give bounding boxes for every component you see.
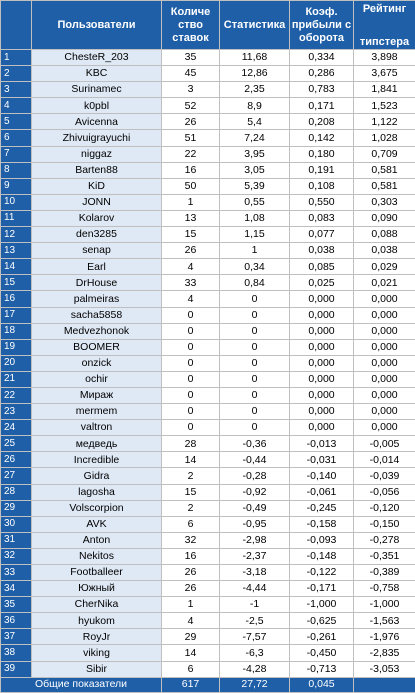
table-row[interactable] — [1, 82, 415, 98]
rating-cell: -0,005 — [354, 436, 415, 452]
bets-cell: 0 — [162, 323, 220, 339]
rating-cell: -0,056 — [354, 484, 415, 500]
profit-coef-cell: -0,245 — [290, 500, 354, 516]
profit-coef-cell: 0,191 — [290, 162, 354, 178]
table-row[interactable] — [1, 227, 415, 243]
profit-coef-cell: 0,000 — [290, 355, 354, 371]
row-number: 37 — [1, 629, 32, 645]
row-number: 4 — [1, 98, 32, 114]
statistics-cell: -1 — [220, 597, 290, 613]
username-cell: AVK — [32, 516, 162, 532]
row-number: 35 — [1, 597, 32, 613]
table-row[interactable] — [1, 243, 415, 259]
statistics-cell: 0 — [220, 291, 290, 307]
username-cell: viking — [32, 645, 162, 661]
username-cell: senap — [32, 243, 162, 259]
bets-cell: 26 — [162, 243, 220, 259]
row-number: 23 — [1, 404, 32, 420]
table-row[interactable] — [1, 66, 415, 82]
statistics-cell: 12,86 — [220, 66, 290, 82]
profit-coef-cell: 0,783 — [290, 82, 354, 98]
bets-cell: 15 — [162, 227, 220, 243]
username-cell: ochir — [32, 371, 162, 387]
rating-cell: 0,000 — [354, 339, 415, 355]
statistics-cell: -3,18 — [220, 565, 290, 581]
row-number: 26 — [1, 452, 32, 468]
table-row[interactable] — [1, 565, 415, 581]
username-cell: lagosha — [32, 484, 162, 500]
bets-cell: 4 — [162, 291, 220, 307]
username-cell: медведь — [32, 436, 162, 452]
table-row[interactable] — [1, 291, 415, 307]
profit-coef-cell: 0,334 — [290, 50, 354, 66]
statistics-cell: -4,28 — [220, 661, 290, 677]
username-cell: BOOMER — [32, 339, 162, 355]
profit-coef-cell: 0,083 — [290, 210, 354, 226]
profit-coef-cell: -0,171 — [290, 581, 354, 597]
bets-cell: 0 — [162, 355, 220, 371]
username-cell: mermem — [32, 404, 162, 420]
table-row[interactable] — [1, 468, 415, 484]
username-cell: Volscorpion — [32, 500, 162, 516]
row-number: 34 — [1, 581, 32, 597]
row-number: 6 — [1, 130, 32, 146]
rating-cell: -0,389 — [354, 565, 415, 581]
rating-cell: -0,758 — [354, 581, 415, 597]
profit-coef-cell: -0,061 — [290, 484, 354, 500]
rating-cell: 1,841 — [354, 82, 415, 98]
username-cell: onzick — [32, 355, 162, 371]
statistics-cell: 3,05 — [220, 162, 290, 178]
row-number: 18 — [1, 323, 32, 339]
bets-cell: 0 — [162, 339, 220, 355]
statistics-cell: 5,4 — [220, 114, 290, 130]
totals-rating — [354, 677, 415, 692]
profit-coef-cell: -0,713 — [290, 661, 354, 677]
header-coef-line1: Коэф. — [305, 6, 337, 18]
statistics-cell: 0 — [220, 323, 290, 339]
username-cell: Zhivuigrayuchi — [32, 130, 162, 146]
profit-coef-cell: 0,171 — [290, 98, 354, 114]
username-cell: niggaz — [32, 146, 162, 162]
rating-cell: 1,523 — [354, 98, 415, 114]
row-number: 13 — [1, 243, 32, 259]
profit-coef-cell: 0,000 — [290, 307, 354, 323]
row-number: 12 — [1, 227, 32, 243]
table-row[interactable] — [1, 355, 415, 371]
table-row[interactable] — [1, 597, 415, 613]
totals-label: Общие показатели — [1, 677, 162, 692]
profit-coef-cell: 0,208 — [290, 114, 354, 130]
bets-cell: 1 — [162, 194, 220, 210]
totals-stat: 27,72 — [220, 677, 290, 692]
bets-cell: 28 — [162, 436, 220, 452]
statistics-cell: 1,15 — [220, 227, 290, 243]
rating-cell: -1,000 — [354, 597, 415, 613]
row-number: 20 — [1, 355, 32, 371]
bets-cell: 1 — [162, 597, 220, 613]
row-number: 2 — [1, 66, 32, 82]
row-number: 7 — [1, 146, 32, 162]
bets-cell: 45 — [162, 66, 220, 82]
profit-coef-cell: 0,286 — [290, 66, 354, 82]
username-cell: sacha5858 — [32, 307, 162, 323]
profit-coef-cell: 0,038 — [290, 243, 354, 259]
username-cell: k0pbl — [32, 98, 162, 114]
rating-cell: 0,021 — [354, 275, 415, 291]
statistics-cell: 0 — [220, 307, 290, 323]
statistics-cell: -0,44 — [220, 452, 290, 468]
statistics-cell: 0 — [220, 404, 290, 420]
statistics-cell: -2,98 — [220, 532, 290, 548]
header-bets-line1: Количе — [171, 6, 210, 18]
header-number — [1, 1, 32, 50]
header-profit-coef[interactable] — [290, 1, 354, 50]
rating-cell: 1,028 — [354, 130, 415, 146]
bets-cell: 2 — [162, 500, 220, 516]
rating-cell: 0,000 — [354, 387, 415, 403]
username-cell: JONN — [32, 194, 162, 210]
profit-coef-cell: -0,031 — [290, 452, 354, 468]
username-cell: KiD — [32, 178, 162, 194]
statistics-cell: 1 — [220, 243, 290, 259]
table-row[interactable] — [1, 532, 415, 548]
username-cell: Nekitos — [32, 548, 162, 564]
row-number: 3 — [1, 82, 32, 98]
statistics-cell: 11,68 — [220, 50, 290, 66]
table-row[interactable] — [1, 323, 415, 339]
table-row[interactable] — [1, 98, 415, 114]
table-row[interactable] — [1, 613, 415, 629]
row-number: 27 — [1, 468, 32, 484]
username-cell: CherNika — [32, 597, 162, 613]
statistics-cell: 0,84 — [220, 275, 290, 291]
table-row[interactable] — [1, 387, 415, 403]
row-number: 24 — [1, 420, 32, 436]
rating-cell: -0,014 — [354, 452, 415, 468]
bets-cell: 4 — [162, 259, 220, 275]
profit-coef-cell: 0,000 — [290, 420, 354, 436]
statistics-cell: 0 — [220, 339, 290, 355]
row-number: 5 — [1, 114, 32, 130]
bets-cell: 50 — [162, 178, 220, 194]
profit-coef-cell: 0,000 — [290, 404, 354, 420]
row-number: 39 — [1, 661, 32, 677]
bets-cell: 0 — [162, 307, 220, 323]
bets-cell: 0 — [162, 404, 220, 420]
profit-coef-cell: -0,625 — [290, 613, 354, 629]
username-cell: Incredible — [32, 452, 162, 468]
rating-cell: 1,122 — [354, 114, 415, 130]
username-cell: DrHouse — [32, 275, 162, 291]
row-number: 29 — [1, 500, 32, 516]
table-row[interactable] — [1, 548, 415, 564]
rating-cell: -1,563 — [354, 613, 415, 629]
statistics-cell: -0,28 — [220, 468, 290, 484]
statistics-cell: 0,34 — [220, 259, 290, 275]
statistics-cell: 1,08 — [220, 210, 290, 226]
username-cell: Medvezhonok — [32, 323, 162, 339]
header-bets-count[interactable] — [162, 1, 220, 50]
table-row[interactable] — [1, 210, 415, 226]
profit-coef-cell: -0,450 — [290, 645, 354, 661]
profit-coef-cell: -0,140 — [290, 468, 354, 484]
table-row[interactable] — [1, 516, 415, 532]
statistics-cell: 0 — [220, 420, 290, 436]
bets-cell: 51 — [162, 130, 220, 146]
row-number: 16 — [1, 291, 32, 307]
rating-cell: 0,088 — [354, 227, 415, 243]
rating-cell: 0,000 — [354, 307, 415, 323]
table-row[interactable] — [1, 130, 415, 146]
bets-cell: 0 — [162, 371, 220, 387]
table-row[interactable] — [1, 581, 415, 597]
rating-cell: -0,351 — [354, 548, 415, 564]
statistics-cell: 7,24 — [220, 130, 290, 146]
row-number: 19 — [1, 339, 32, 355]
row-number: 14 — [1, 259, 32, 275]
row-number: 15 — [1, 275, 32, 291]
profit-coef-cell: -0,148 — [290, 548, 354, 564]
username-cell: RoyJr — [32, 629, 162, 645]
bets-cell: 33 — [162, 275, 220, 291]
statistics-cell: -0,92 — [220, 484, 290, 500]
table-row[interactable] — [1, 146, 415, 162]
totals-bets: 617 — [162, 677, 220, 692]
username-cell: valtron — [32, 420, 162, 436]
statistics-cell: -7,57 — [220, 629, 290, 645]
row-number: 21 — [1, 371, 32, 387]
statistics-cell: 3,95 — [220, 146, 290, 162]
username-cell: palmeiras — [32, 291, 162, 307]
bets-cell: 22 — [162, 146, 220, 162]
profit-coef-cell: -0,158 — [290, 516, 354, 532]
username-cell: Gidra — [32, 468, 162, 484]
header-bets-line2: ство — [178, 19, 203, 31]
rating-cell: 3,898 — [354, 50, 415, 66]
header-coef-line3: оборота — [299, 32, 344, 44]
profit-coef-cell: 0,025 — [290, 275, 354, 291]
profit-coef-cell: 0,180 — [290, 146, 354, 162]
bets-cell: 26 — [162, 565, 220, 581]
statistics-cell: -6,3 — [220, 645, 290, 661]
bets-cell: 26 — [162, 114, 220, 130]
row-number: 30 — [1, 516, 32, 532]
table-row[interactable] — [1, 436, 415, 452]
profit-coef-cell: 0,000 — [290, 323, 354, 339]
rating-cell: -0,120 — [354, 500, 415, 516]
profit-coef-cell: -0,261 — [290, 629, 354, 645]
statistics-cell: 0 — [220, 355, 290, 371]
bets-cell: 16 — [162, 162, 220, 178]
table-row[interactable] — [1, 629, 415, 645]
username-cell: Barten88 — [32, 162, 162, 178]
statistics-cell: -4,44 — [220, 581, 290, 597]
username-cell: ChesteR_203 — [32, 50, 162, 66]
bets-cell: 13 — [162, 210, 220, 226]
profit-coef-cell: 0,077 — [290, 227, 354, 243]
header-bets-line3: ставок — [172, 32, 208, 44]
username-cell: Earl — [32, 259, 162, 275]
rating-cell: 0,581 — [354, 178, 415, 194]
rating-cell: -2,835 — [354, 645, 415, 661]
row-number: 8 — [1, 162, 32, 178]
rating-cell: 0,038 — [354, 243, 415, 259]
statistics-cell: -0,95 — [220, 516, 290, 532]
username-cell: Мираж — [32, 387, 162, 403]
profit-coef-cell: 0,108 — [290, 178, 354, 194]
profit-coef-cell: -0,013 — [290, 436, 354, 452]
rating-cell: 0,000 — [354, 404, 415, 420]
row-number: 31 — [1, 532, 32, 548]
rating-cell: 0,581 — [354, 162, 415, 178]
username-cell: KBC — [32, 66, 162, 82]
row-number: 11 — [1, 210, 32, 226]
header-row — [1, 1, 415, 50]
bets-cell: 35 — [162, 50, 220, 66]
bets-cell: 16 — [162, 548, 220, 564]
row-number: 36 — [1, 613, 32, 629]
statistics-cell: 8,9 — [220, 98, 290, 114]
rating-cell: 0,000 — [354, 291, 415, 307]
rating-cell: 0,000 — [354, 355, 415, 371]
table-row[interactable] — [1, 259, 415, 275]
statistics-cell: 0,55 — [220, 194, 290, 210]
rating-cell: 0,709 — [354, 146, 415, 162]
username-cell: Kolarov — [32, 210, 162, 226]
bets-cell: 29 — [162, 629, 220, 645]
header-tipster-rating[interactable] — [354, 1, 415, 50]
bets-cell: 6 — [162, 661, 220, 677]
row-number: 38 — [1, 645, 32, 661]
bets-cell: 26 — [162, 581, 220, 597]
statistics-cell: 0 — [220, 387, 290, 403]
profit-coef-cell: 0,000 — [290, 371, 354, 387]
profit-coef-cell: -1,000 — [290, 597, 354, 613]
username-cell: Avicenna — [32, 114, 162, 130]
statistics-cell: -2,5 — [220, 613, 290, 629]
row-number: 1 — [1, 50, 32, 66]
profit-coef-cell: 0,000 — [290, 387, 354, 403]
bets-cell: 0 — [162, 420, 220, 436]
table-row[interactable] — [1, 114, 415, 130]
profit-coef-cell: -0,093 — [290, 532, 354, 548]
row-number: 22 — [1, 387, 32, 403]
table-row[interactable] — [1, 484, 415, 500]
rating-cell: 0,000 — [354, 323, 415, 339]
table-row[interactable] — [1, 420, 415, 436]
row-number: 28 — [1, 484, 32, 500]
username-cell: Sibir — [32, 661, 162, 677]
header-statistics[interactable]: Статистика — [220, 1, 290, 50]
table-row[interactable] — [1, 50, 415, 66]
row-number: 10 — [1, 194, 32, 210]
profit-coef-cell: -0,122 — [290, 565, 354, 581]
bets-cell: 0 — [162, 387, 220, 403]
profit-coef-cell: 0,550 — [290, 194, 354, 210]
username-cell: Footballeer — [32, 565, 162, 581]
bets-cell: 14 — [162, 645, 220, 661]
profit-coef-cell: 0,000 — [290, 339, 354, 355]
bets-cell: 6 — [162, 516, 220, 532]
profit-coef-cell: 0,085 — [290, 259, 354, 275]
statistics-cell: -0,36 — [220, 436, 290, 452]
rating-cell: -3,053 — [354, 661, 415, 677]
table-row[interactable] — [1, 275, 415, 291]
rating-cell: -0,278 — [354, 532, 415, 548]
bets-cell: 14 — [162, 452, 220, 468]
totals-row — [1, 677, 415, 692]
row-number: 25 — [1, 436, 32, 452]
rating-cell: 0,000 — [354, 371, 415, 387]
bets-cell: 3 — [162, 82, 220, 98]
username-cell: den3285 — [32, 227, 162, 243]
table-row[interactable] — [1, 404, 415, 420]
table-row[interactable] — [1, 194, 415, 210]
profit-coef-cell: 0,142 — [290, 130, 354, 146]
username-cell: Surinamec — [32, 82, 162, 98]
rating-cell: 3,675 — [354, 66, 415, 82]
bets-cell: 32 — [162, 532, 220, 548]
row-number: 33 — [1, 565, 32, 581]
rating-cell: 0,000 — [354, 420, 415, 436]
totals-coef: 0,045 — [290, 677, 354, 692]
rating-cell: 0,090 — [354, 210, 415, 226]
table-row[interactable] — [1, 452, 415, 468]
username-cell: hyukom — [32, 613, 162, 629]
table-row[interactable] — [1, 661, 415, 677]
statistics-cell: -0,49 — [220, 500, 290, 516]
rating-cell: -0,039 — [354, 468, 415, 484]
table-row[interactable] — [1, 339, 415, 355]
profit-coef-cell: 0,000 — [290, 291, 354, 307]
bets-cell: 15 — [162, 484, 220, 500]
table-row[interactable] — [1, 178, 415, 194]
rating-cell: 0,029 — [354, 259, 415, 275]
bets-cell: 4 — [162, 613, 220, 629]
rating-cell: 0,303 — [354, 194, 415, 210]
rating-cell: -1,976 — [354, 629, 415, 645]
statistics-cell: 0 — [220, 371, 290, 387]
statistics-cell: -2,37 — [220, 548, 290, 564]
table-row[interactable] — [1, 645, 415, 661]
header-rating-line1: Рейтинг — [363, 3, 406, 15]
username-cell: Anton — [32, 532, 162, 548]
row-number: 32 — [1, 548, 32, 564]
username-cell: Южный — [32, 581, 162, 597]
rating-cell: -0,150 — [354, 516, 415, 532]
table-row[interactable] — [1, 162, 415, 178]
table-row[interactable] — [1, 500, 415, 516]
header-rating-line2: типстера — [354, 36, 415, 49]
statistics-cell: 5,39 — [220, 178, 290, 194]
bets-cell: 52 — [162, 98, 220, 114]
row-number: 9 — [1, 178, 32, 194]
table-row[interactable] — [1, 371, 415, 387]
header-coef-line2: прибыли с — [292, 19, 351, 31]
bets-cell: 2 — [162, 468, 220, 484]
table-row[interactable] — [1, 307, 415, 323]
header-users[interactable]: Пользователи — [32, 1, 162, 50]
statistics-cell: 2,35 — [220, 82, 290, 98]
row-number: 17 — [1, 307, 32, 323]
